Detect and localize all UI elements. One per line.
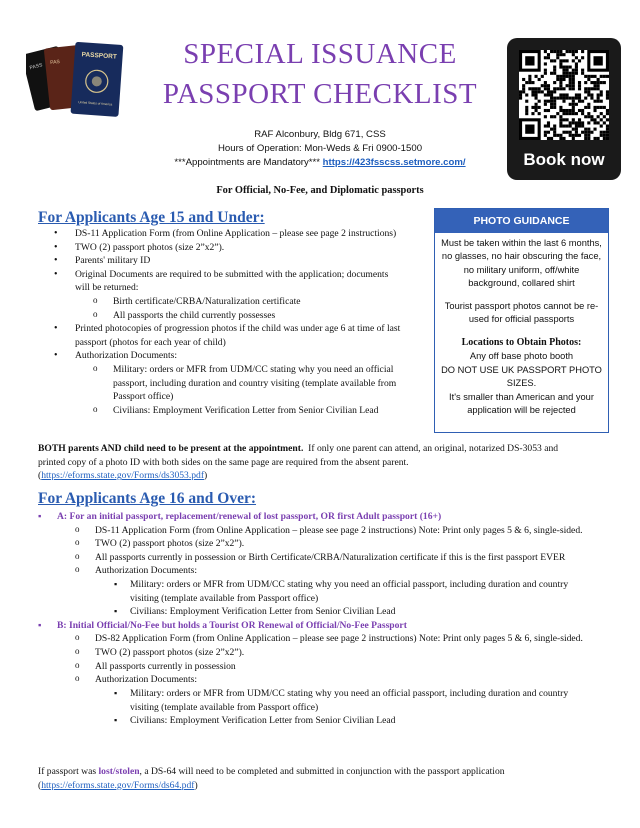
over16-heading: For Applicants Age 16 and Over: bbox=[38, 490, 257, 507]
list-item: • TWO (2) passport photos (size 2”x2”). bbox=[54, 241, 404, 255]
list-item: • Printed photocopies of progression photos if the child was under age 6 at time of last passport (photos for each year of child) bbox=[54, 322, 404, 349]
photo-guidance-heading: PHOTO GUIDANCE bbox=[435, 209, 608, 233]
appointments-mandatory: ***Appointments are Mandatory*** bbox=[174, 157, 320, 168]
book-now-label: Book now bbox=[523, 150, 605, 169]
list-item: • Parents' military ID bbox=[54, 254, 404, 268]
book-now-qr-card[interactable] bbox=[507, 38, 621, 180]
lost-prefix: If passport was bbox=[38, 766, 97, 777]
option-a-title: ▪ A: For an initial passport, replacement/renewal of lost passport, OR first Adult passport (16+) bbox=[38, 510, 598, 524]
photo-guidance-requirements: Must be taken within the last 6 months, no glasses, no hair obscuring the face, no military uniform, off/white background, collared shirt bbox=[441, 238, 602, 289]
list-subsubitem: ▪ Civilians: Employment Verification Letter from Senior Civilian Lead bbox=[38, 605, 598, 619]
list-item: • Authorization Documents: bbox=[54, 349, 404, 363]
list-subitem: o All passports currently in possession bbox=[38, 660, 598, 674]
photo-location-size-note: It's smaller than American and your application will be rejected bbox=[449, 391, 594, 416]
hours-text: Hours of Operation: Mon-Weds & Fri 0900-1500 bbox=[217, 143, 423, 154]
svg-text:PASS: PASS bbox=[29, 62, 44, 72]
list-subitem: o Birth certificate/CRBA/Naturalization certificate bbox=[54, 295, 404, 309]
svg-text:PAS: PAS bbox=[49, 59, 61, 67]
lost-text: , a DS-64 will need to be completed and submitted in conjunction with the passport application ( bbox=[38, 766, 505, 791]
list-subitem: o TWO (2) passport photos (size 2”x2”). bbox=[38, 537, 598, 551]
list-subitem: o Authorization Documents: bbox=[38, 673, 598, 687]
list-subitem: o Civilians: Employment Verification Letter from Senior Civilian Lead bbox=[54, 404, 404, 418]
appointments-link[interactable]: https://423fsscss.setmore.com/ bbox=[322, 157, 466, 168]
lost-stolen-emphasis: lost/stolen bbox=[98, 766, 140, 777]
list-item: • Original Documents are required to be submitted with the application; documents will be returned: bbox=[54, 268, 404, 295]
parents-close: ) bbox=[204, 470, 208, 482]
list-subsubitem: ▪ Civilians: Employment Verification Letter from Senior Civilian Lead bbox=[38, 714, 598, 728]
page-title-line1: SPECIAL ISSUANCE bbox=[183, 38, 457, 70]
list-subitem: o DS-82 Application Form (from Online Application – please see page 2 instructions) Note: Print only pages 5 & 6, single-sided. bbox=[38, 632, 598, 646]
parents-bold-text: BOTH parents AND child need to be present at the appointment. bbox=[38, 443, 304, 454]
list-subitem: o Military: orders or MFR from UDM/CC stating why you need an official passport, including duration and country visiting (template available from Passport office) bbox=[54, 363, 404, 404]
list-subitem: o DS-11 Application Form (from Online Application – please see page 2 instructions) Note: Print only pages 5 & 6, single-sided. bbox=[38, 524, 598, 538]
appointments-line bbox=[140, 156, 500, 170]
lost-close: ) bbox=[194, 779, 198, 791]
under15-heading: For Applicants Age 15 and Under: bbox=[38, 209, 265, 226]
ds3053-link[interactable]: https://eforms.state.gov/Forms/ds3053.pdf bbox=[41, 470, 205, 482]
option-b-title: ▪ B: Initial Official/No-Fee but holds a Tourist OR Renewal of Official/No-Fee Passport bbox=[38, 619, 598, 633]
over16-list bbox=[38, 510, 598, 728]
list-subsubitem: ▪ Military: orders or MFR from UDM/CC stating why you need an official passport, including duration and country visiting (template available from Passport office) bbox=[38, 687, 598, 714]
passport-cover-label: PASSPORT bbox=[81, 51, 118, 61]
list-subitem: o All passports the child currently possesses bbox=[54, 309, 404, 323]
list-subitem: o All passports currently in possession or Birth Certificate/CRBA/Naturalization certificate if this is the first passport EVER bbox=[38, 551, 598, 565]
passport-cover-country: United States of America bbox=[78, 100, 113, 107]
ds64-link[interactable]: https://eforms.state.gov/Forms/ds64.pdf bbox=[41, 779, 195, 791]
photo-locations-heading: Locations to Obtain Photos: bbox=[461, 336, 582, 348]
location-text: RAF Alconbury, Bldg 671, CSS bbox=[254, 129, 386, 140]
list-subitem: o Authorization Documents: bbox=[38, 564, 598, 578]
photo-guidance-box bbox=[434, 208, 609, 433]
page-title-line2: PASSPORT CHECKLIST bbox=[162, 78, 478, 110]
list-subitem: o TWO (2) passport photos (size 2”x2”). bbox=[38, 646, 598, 660]
parents-presence-note bbox=[38, 442, 573, 483]
lost-stolen-note bbox=[38, 765, 598, 792]
photo-guidance-tourist-note: Tourist passport photos cannot be re-used for official passports bbox=[444, 300, 599, 325]
list-subsubitem: ▪ Military: orders or MFR from UDM/CC stating why you need an official passport, including duration and country visiting (template available from Passport office) bbox=[38, 578, 598, 605]
qr-code-icon[interactable] bbox=[519, 50, 609, 140]
list-item: • DS-11 Application Form (from Online Application – please see page 2 instructions) bbox=[54, 227, 404, 241]
under15-list bbox=[54, 227, 404, 418]
parents-text: If only one parent can attend, an original, notarized DS-3053 and printed copy of a photo ID with both sides on the same page are required from the absent parent. ( bbox=[38, 443, 559, 482]
photo-location-warning: DO NOT USE UK PASSPORT PHOTO SIZES. bbox=[441, 364, 602, 389]
passport-types-line: For Official, No-Fee, and Diplomatic passports bbox=[216, 185, 424, 196]
photo-location-booth: Any off base photo booth bbox=[469, 351, 574, 362]
passports-image bbox=[26, 38, 136, 138]
